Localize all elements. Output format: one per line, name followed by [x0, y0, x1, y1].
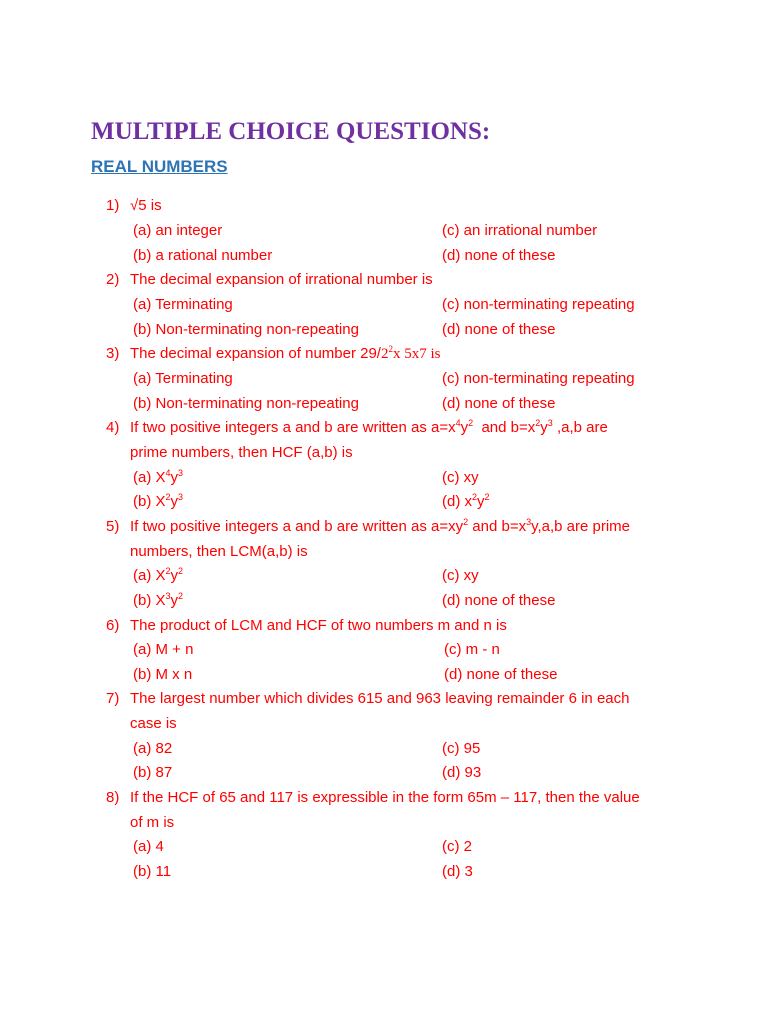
option-b: (b) Non-terminating non-repeating — [133, 395, 359, 412]
option-a: (a) 4 — [133, 838, 164, 855]
option-a: (a) an integer — [133, 222, 223, 239]
option-c: (c) non-terminating repeating — [442, 370, 635, 387]
option-d: (d) none of these — [442, 247, 556, 264]
option-d: (d) none of these — [442, 592, 556, 609]
question-number: 3) — [106, 345, 120, 362]
question-stem: The product of LCM and HCF of two numbers m and n is — [130, 617, 507, 634]
option-a: (a) $X^4y^3$ — [133, 468, 184, 486]
option-d: (d) 93 — [442, 764, 482, 781]
question-number: 8) — [106, 789, 120, 806]
question-number: 5) — [106, 518, 120, 535]
question-stem-continued: numbers, then LCM(a,b) is — [130, 543, 308, 560]
question-stem: If the HCF of 65 and 117 is expressible in the form 65m – 117, then the value — [130, 789, 640, 806]
option-c: (c) xy — [442, 469, 479, 486]
question-stem: If two positive integers a and b are written as $a=x^4y^2$ and $b=x^2y^3$ ,a,b are — [130, 418, 608, 436]
section-subtitle: REAL NUMBERS — [91, 157, 228, 176]
question-stem: The decimal expansion of irrational number is — [130, 271, 433, 288]
option-d: (d) none of these — [442, 395, 556, 412]
question-stem-continued: prime numbers, then HCF (a,b) is — [130, 444, 353, 461]
question-number: 6) — [106, 617, 120, 634]
option-b: (b) a rational number — [133, 247, 273, 264]
option-b: (b) M x n — [133, 666, 193, 683]
question-stem-continued: case is — [130, 715, 177, 732]
option-c: (c) an irrational number — [442, 222, 598, 239]
question-stem: The largest number which divides 615 and 963 leaving remainder 6 in each — [130, 690, 630, 707]
option-c: (c) non-terminating repeating — [442, 296, 635, 313]
option-a: (a) 82 — [133, 740, 173, 757]
question-stem: The decimal expansion of number $29/2^2x$ 5x7 is — [130, 344, 441, 362]
question-stem-continued: of m is — [130, 814, 175, 831]
page-title: MULTIPLE CHOICE QUESTIONS: — [91, 118, 491, 145]
option-b: (b) Non-terminating non-repeating — [133, 321, 359, 338]
option-b: (b) $X^2y^3$ — [133, 492, 184, 510]
option-c: (c) xy — [442, 567, 479, 584]
sqrt-symbol: √ — [130, 197, 139, 214]
question-stem: √5 is — [130, 197, 162, 214]
question-number: 1) — [106, 197, 120, 214]
option-b: (b) 11 — [133, 863, 172, 880]
option-d: (d) none of these — [442, 321, 556, 338]
question-number: 4) — [106, 419, 120, 436]
question-number: 7) — [106, 690, 120, 707]
option-b: (b) $X^3y^2$ — [133, 591, 184, 609]
option-c: (c) 95 — [442, 740, 481, 757]
option-d: (d) 3 — [442, 863, 473, 880]
option-a: (a) M + n — [133, 641, 194, 658]
option-a: (a) Terminating — [133, 296, 233, 313]
option-d: (d) none of these — [444, 666, 558, 683]
question-stem: If two positive integers a and b are written as $a=xy^2$ and $b=x^3y,a,b$ are prime — [130, 517, 631, 535]
option-b: (b) 87 — [133, 764, 173, 781]
option-a: (a) $X^2y^2$ — [133, 566, 184, 584]
option-d: (d) $x^2y^2$ — [442, 492, 490, 510]
option-c: (c) 2 — [442, 838, 472, 855]
option-c: (c) m - n — [444, 641, 500, 658]
option-a: (a) Terminating — [133, 370, 233, 387]
question-number: 2) — [106, 271, 120, 288]
